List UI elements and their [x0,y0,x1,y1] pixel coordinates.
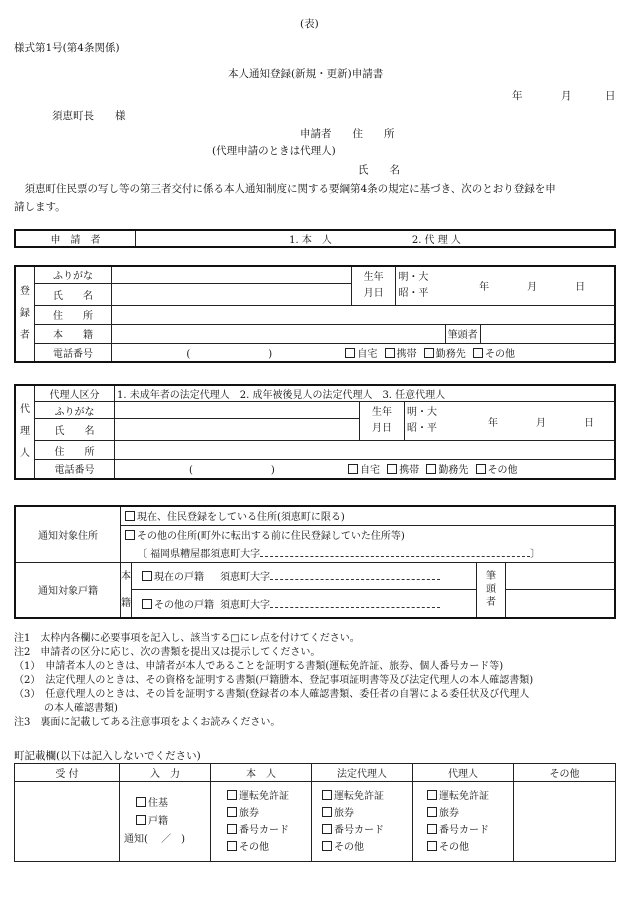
proxy-address-field[interactable] [115,441,616,460]
form-number: 様式第1号(第4条関係) [14,42,120,54]
addressee: 須恵町長 様 [52,110,126,122]
registrant-address-field[interactable] [112,305,615,324]
page-title: 本人通知登録(新規・更新)申請書 [228,68,384,80]
registrant-table [14,265,616,363]
body-text-2: 請します。 [14,201,66,213]
proxy-table [14,384,616,480]
notify-table [14,505,616,619]
proxy-phone-label: 電話番号 [35,460,115,479]
notify-koseki-opt2[interactable]: その他の戸籍 須恵町大字 [132,590,477,618]
proxy-furigana-field[interactable] [115,402,360,419]
phone-mobile-check[interactable]: 携帯 [385,349,417,360]
proxy-address-label: 住 所 [35,441,115,460]
registrant-name-field[interactable] [112,283,352,305]
notify-hittosha-field-1[interactable] [506,562,616,590]
proxy-birth-field[interactable]: 年 月 日 [454,402,615,441]
office-other-cell[interactable] [514,782,616,862]
office-legal-proxy-cell[interactable]: 運転免許証 旅券 番号カード その他 [312,782,413,862]
registrant-phone-label: 電話番号 [34,343,112,362]
body-text-1: 須恵町住民票の写し等の第三者交付に係る本人通知制度に関する要綱第4条の規定に基づき、次のとおり登録を申 [14,183,556,195]
registrant-birth-label: 生年 月日 [351,266,396,305]
note-line: 注1 太枠内各欄に必要事項を記入し、該当する□にレ点を付けてください。 [14,633,360,644]
applicant-type-self[interactable] [136,230,616,247]
registrant-address-label: 住 所 [34,305,112,324]
notify-honseki-side: 本 籍 [121,562,132,618]
note-line: の本人確認書類) [14,703,118,714]
proxy-phone-work-check[interactable]: 勤務先 [426,465,468,476]
note-line: 注2 申請者の区分に応じ、次の書類を提出又は提示してください。 [14,647,321,658]
note-line: （1） 申請者本人のときは、申請者が本人であることを証明する書類(運転免許証、旅券、個人番号カード等) [14,661,504,672]
registrant-furigana-label: ふりがな [34,266,112,283]
notify-koseki-opt1[interactable]: 現在の戸籍 須恵町大字 [132,562,477,590]
office-header-input: 入 力 [120,764,211,782]
date-year: 年 [512,90,523,102]
phone-other-check[interactable]: その他 [473,349,515,360]
proxy-furigana-label: ふりがな [35,402,115,419]
office-use-table [14,763,616,862]
notify-koseki-label: 通知対象戸籍 [15,562,121,618]
applicant-address-label: 申請者 住 所 [300,128,395,140]
office-header-reception: 受 付 [15,764,120,782]
notes-block [14,632,533,730]
office-input-cell[interactable]: 住基 戸籍 通知( ／ ) [120,782,211,862]
notify-address-value[interactable]: 〔 福岡県糟屋郡須恵町大字 〕 [121,544,616,562]
phone-home-check[interactable]: 自宅 [345,349,377,360]
date-month: 月 [561,90,572,102]
office-header-proxy: 代理人 [413,764,514,782]
registrant-honseki-field[interactable] [112,324,445,343]
proxy-phone-home-check[interactable]: 自宅 [348,465,380,476]
date-day: 日 [605,90,616,102]
registrant-hittosha-field[interactable] [480,324,615,343]
notify-hittosha-field-2[interactable] [506,590,616,618]
opt-proxy-text: 2. 代 理 人 [411,235,461,246]
proxy-side-label: 代 理 人 [15,385,35,479]
note-line: 注3 裏面に記載してある注意事項をよくお読みください。 [14,717,281,728]
notify-address-opt1[interactable]: 現在、住民登録をしている住所(須恵町に限る) [121,506,616,525]
proxy-class-label: 代理人区分 [35,385,115,402]
proxy-phone-other-check[interactable]: その他 [476,465,518,476]
omote-label: (表) [300,18,319,30]
proxy-note: (代理申請のときは代理人) [212,145,336,157]
registrant-side-label: 登 録 者 [15,266,34,362]
office-header-self: 本 人 [211,764,312,782]
office-header-legal-proxy: 法定代理人 [312,764,413,782]
notify-address-opt2[interactable]: その他の住所(町外に転出する前に住民登録していた住所等) [121,525,616,544]
proxy-name-field[interactable] [115,419,360,441]
notify-address-label: 通知対象住所 [15,506,121,562]
note-line: （2） 法定代理人のときは、その資格を証明する書類(戸籍謄本、登記事項証明書等及び法定代理人の本人確認書類) [14,675,534,686]
proxy-birth-label: 生年 月日 [360,402,405,441]
applicant-type-table [14,229,616,248]
opt-self-text: 1. 本 人 [289,235,332,246]
applicant-type-label: 申 請 者 [15,230,136,247]
phone-work-check[interactable]: 勤務先 [424,349,466,360]
proxy-era[interactable]: 明・大 昭・平 [405,402,455,441]
registrant-era[interactable]: 明・大 昭・平 [396,266,445,305]
registrant-furigana-field[interactable] [112,266,352,283]
registrant-birth-field[interactable]: 年 月 日 [445,266,615,305]
office-self-cell[interactable]: 運転免許証 旅券 番号カード その他 [211,782,312,862]
office-proxy-cell[interactable]: 運転免許証 旅券 番号カード その他 [413,782,514,862]
proxy-phone-field[interactable]: ( ) 自宅 携帯 勤務先 その他 [115,460,616,479]
office-header-other: その他 [514,764,616,782]
registrant-name-label: 氏 名 [34,283,112,305]
applicant-name-label: 氏 名 [358,164,400,176]
proxy-phone-mobile-check[interactable]: 携帯 [387,465,419,476]
registrant-hittosha-label: 筆頭者 [445,324,480,343]
office-reception-cell[interactable] [15,782,120,862]
notify-hittosha-label: 筆 頭 者 [477,562,506,618]
proxy-class-options[interactable]: 1. 未成年者の法定代理人 2. 成年被後見人の法定代理人 3. 任意代理人 [115,385,616,402]
office-use-title: 町記載欄(以下は記入しないでください) [14,750,201,762]
proxy-name-label: 氏 名 [35,419,115,441]
registrant-honseki-label: 本 籍 [34,324,112,343]
registrant-phone-field[interactable]: ( ) 自宅 携帯 勤務先 その他 [112,343,615,362]
note-line: （3） 任意代理人のときは、その旨を証明する書類(登録者の本人確認書類、委任者の自署による委任状及び代理人 [14,689,530,700]
